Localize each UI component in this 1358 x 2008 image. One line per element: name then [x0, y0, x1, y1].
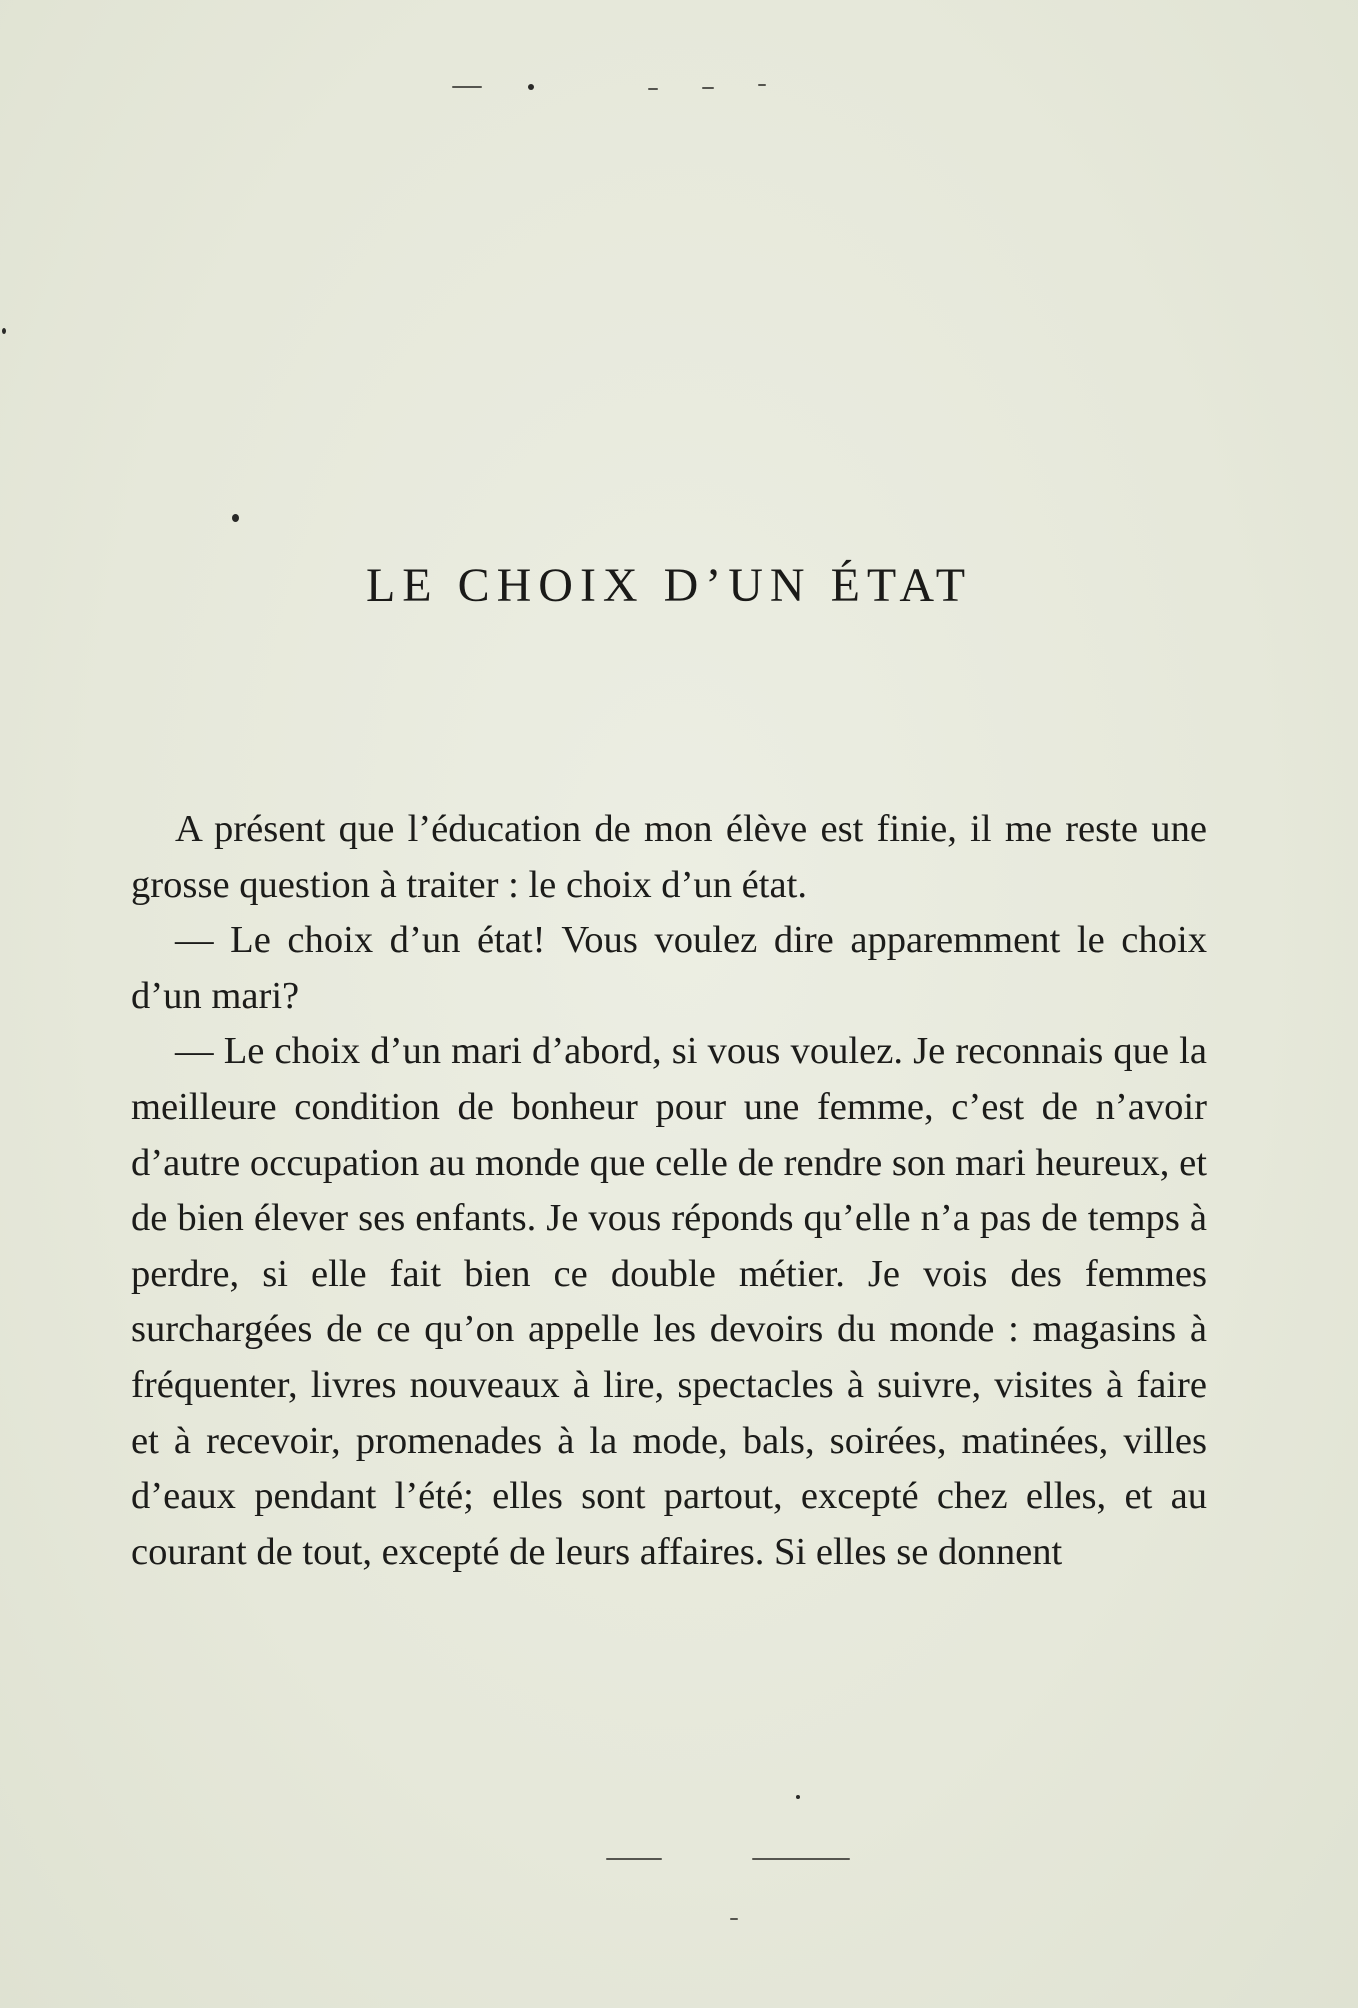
- chapter-title: LE CHOIX D’UN ÉTAT: [365, 559, 973, 612]
- print-artifact: [452, 86, 482, 88]
- print-artifact: [2, 328, 6, 334]
- paragraph: — Le choix d’un mari d’abord, si vous voulez. Je reconnais que la meilleure condition de bonheur pour une femme, c’est de n’avoir d’autre occupation au monde que celle de rendre son mari heureux, et de bien élever ses enfants. Je vous réponds qu’elle n’a pas de temps à perdre, si elle fait bien ce double métier. Je vois des femmes surchargées de ce qu’on appelle les devoirs du monde : magasins à fréquenter, livres nouveaux à lire, spectacles à suivre, visites à faire et à recevoir, promenades à la mode, bals, soirées, matinées, villes d’eaux pendant l’été; elles sont partout, excepté chez elles, et au courant de tout, excepté de leurs affaires. Si elles se donnent: [131, 1030, 1207, 1573]
- print-artifact: [758, 84, 766, 86]
- paragraph: A présent que l’éducation de mon élève est finie, il me reste une grosse question à traiter : le choix d’un état.: [131, 808, 1207, 906]
- body-text: [131, 802, 1207, 1580]
- print-artifact: [528, 84, 534, 90]
- print-artifact: [752, 1858, 850, 1860]
- print-artifact: [796, 1795, 800, 1799]
- print-artifact: [648, 88, 658, 90]
- print-artifact: [730, 1918, 738, 1920]
- print-artifact: [606, 1858, 662, 1860]
- print-artifact: [232, 514, 239, 522]
- paragraph: — Le choix d’un état! Vous voulez dire apparemment le choix d’un mari?: [131, 919, 1207, 1017]
- print-artifact: [702, 87, 714, 89]
